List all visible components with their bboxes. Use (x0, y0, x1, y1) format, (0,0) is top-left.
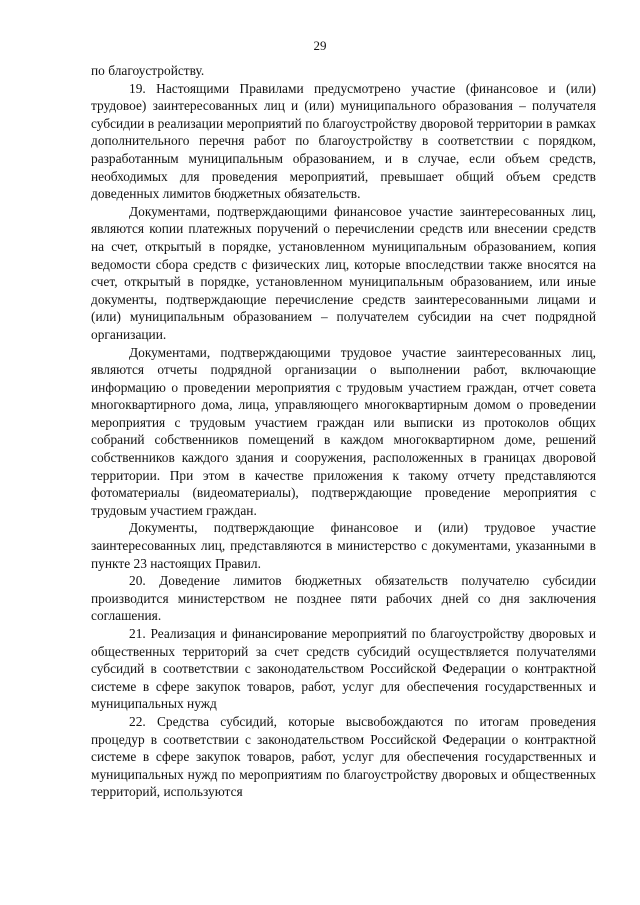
paragraph-documents-submission: Документы, подтверждающие финансовое и (или) трудовое участие заинтересованных лиц, представляются в министерство с документами, указанными в пункте 23 настоящих Правил. (91, 520, 596, 571)
paragraph-continuation: по благоустройству. (91, 63, 205, 78)
paragraph-20: 20. Доведение лимитов бюджетных обязательств получателю субсидии производится министерством не позднее пяти рабочих дней со дня заключения соглашения. (91, 573, 596, 624)
page-number: 29 (313, 38, 327, 53)
paragraph-21: 21. Реализация и финансирование мероприятий по благоустройству дворовых и общественных территорий за счет средств субсидий осуществляется получателями субсидий в соответствии с законодательством Российской Федерации о контрактной системе в сфере закупок товаров, работ, услуг для обеспечения государственных и муниципальных нужд (91, 626, 596, 712)
document-body (91, 62, 596, 801)
paragraph-19: 19. Настоящими Правилами предусмотрено участие (финансовое и (или) трудовое) заинтересованных лиц и (или) муниципального образования – получателя субсидии в реализации мероприятий по благоустройству дворовой территории в рамках дополнительного перечня работ по благоустройству в соответствии с порядком, разработанным муниципальным образованием, и в случае, если объем средств, необходимых для проведения мероприятий, превышает общий объем средств доведенных лимитов бюджетных обязательств. (91, 80, 596, 202)
paragraph-22: 22. Средства субсидий, которые высвобождаются по итогам проведения процедур в соответствии с законодательством Российской Федерации о контрактной системе в сфере закупок товаров, работ, услуг для обеспечения государственных и муниципальных нужд по мероприятиям по благоустройству дворовых и общественных территорий, используются (91, 713, 596, 800)
paragraph-financial-participation-documents: Документами, подтверждающими финансовое участие заинтересованных лиц, являются копии платежных поручений о перечислении средств или внесении средств на счет, открытый в порядке, установленном муниципальным образованием, копия ведомости сбора средств с физических лиц, которые впоследствии также вносятся на счет, открытый в порядке, установленном муниципальным образованием, или иные документы, подтверждающие перечисление средств заинтересованными лицами и (или) муниципальным образованием – получателем субсидии на счет подрядной организации. (91, 203, 596, 342)
paragraph-labor-participation-documents: Документами, подтверждающими трудовое участие заинтересованных лиц, являются отчеты подрядной организации о выполнении работ, включающие информацию о проведении мероприятия с трудовым участием граждан, отчет совета многоквартирного дома, лица, управляющего многоквартирным домом о проведении мероприятия с трудовым участием граждан или выписки из протоколов общих собраний собственников помещений в каждом многоквартирном доме, решений собственников каждого здания и сооружения, расположенных в границах дворовой территории. При этом в качестве приложения к такому отчету представляются фотоматериалы (видеоматериалы), подтверждающие проведение мероприятия с трудовым участием граждан. (91, 344, 596, 518)
